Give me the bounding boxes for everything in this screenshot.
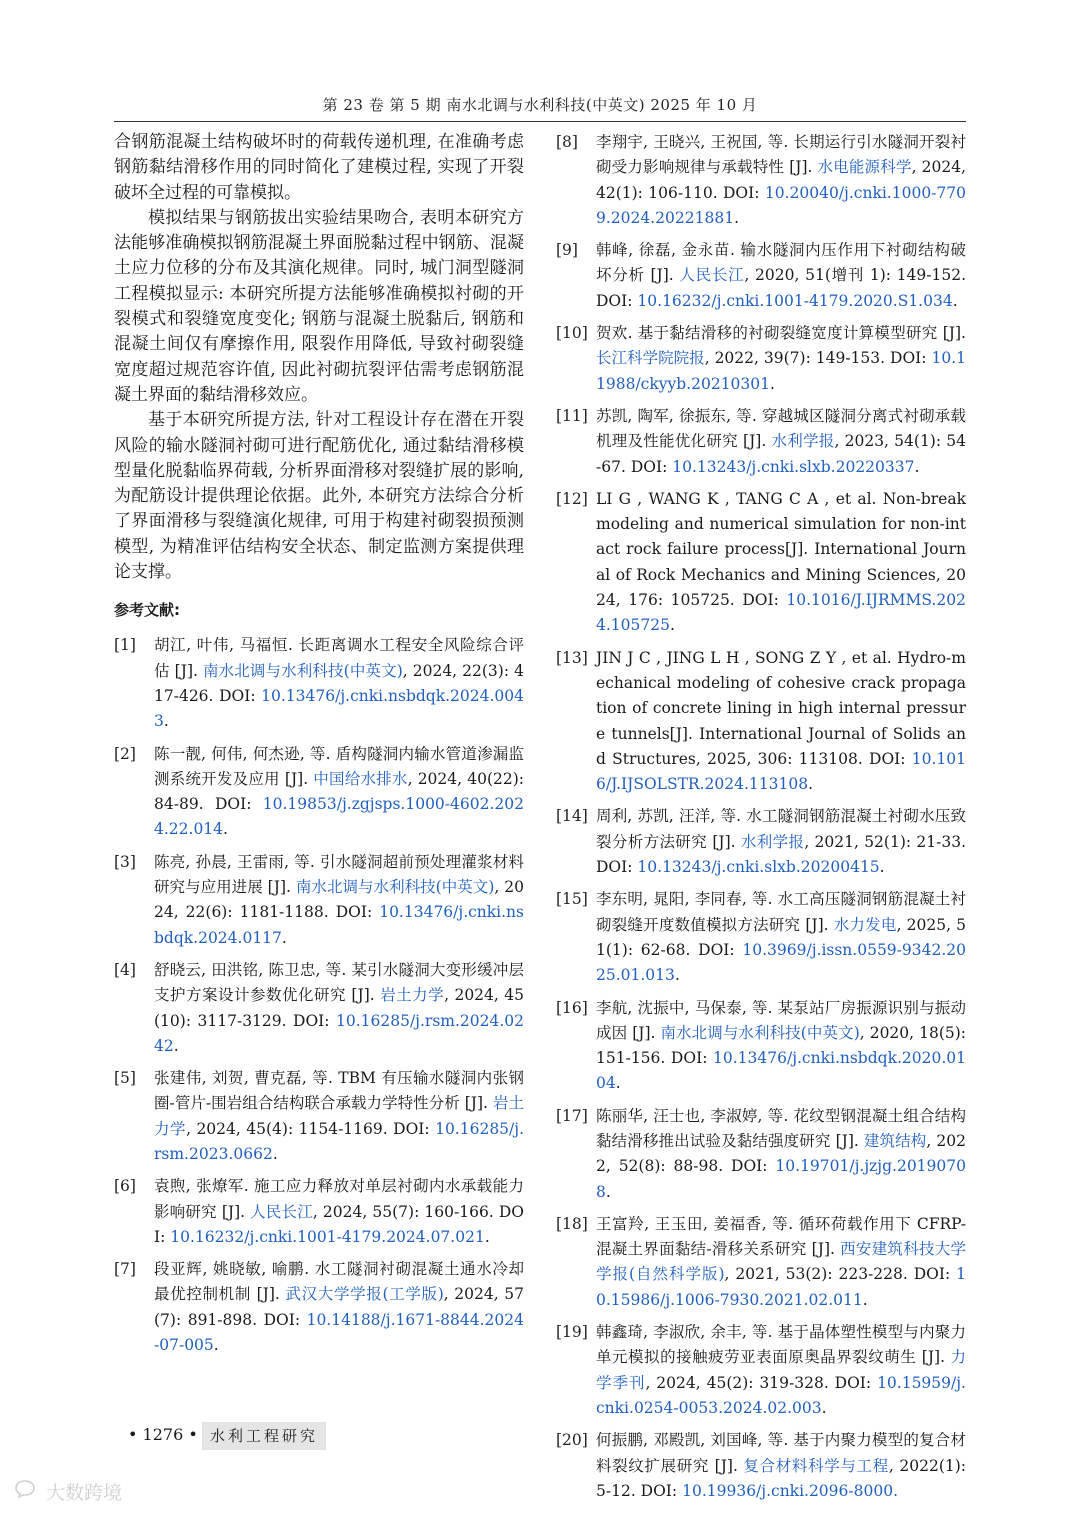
reference-citation: 韩峰, 徐磊, 金永苗. 输水隧洞内压作用下衬砌结构破坏分析 [J].	[596, 241, 966, 285]
reference-number: [4]	[114, 960, 136, 979]
reference-end-punct: .	[808, 775, 814, 794]
reference-number: [1]	[114, 636, 136, 655]
header-rule	[114, 121, 966, 122]
reference-citation: JIN J C , JING L H , SONG Z Y , et al. Hydro-mechanical modeling of cohesive crack propagation of concrete lining in high internal pressure tunnels[J]. International Journal of Solids and Structures, 2025, 306: 113108. DOI:	[596, 648, 966, 768]
reference-number: [7]	[114, 1260, 136, 1279]
reference-doi-link[interactable]: 10.13476/j.cnki.nsbdqk.2024.0043	[154, 686, 524, 731]
reference-doi-link[interactable]: 10.3969/j.issn.0559-9342.2025.01.013	[596, 940, 966, 985]
reference-number: [20]	[556, 1431, 588, 1450]
reference-doi-link[interactable]: 10.20040/j.cnki.1000-7709.2024.20221881	[596, 183, 966, 227]
reference-end-punct: .	[615, 1074, 621, 1093]
body-paragraph: 基于本研究所提方法, 针对工程设计存在潜在开裂风险的输水隧洞衬砌可进行配筋优化, 通过黏结滑移模型量化脱黏临界荷载, 分析界面滑移对裂缝扩展的影响, 为配筋设计提供理论依据。此外, 本研究方法综合分析了界面滑移与裂缝演化规律, 可用于构建衬砌裂损预测模型, 为精准评估结构安全状态、制定监测方案提供理论支撑。	[114, 410, 524, 583]
reference-citation: 李翔宇, 王晓兴, 王祝国, 等. 长期运行引水隧洞开裂衬砌受力影响规律与承载特性 [J].	[596, 133, 966, 177]
reference-item	[556, 130, 966, 231]
reference-doi-link[interactable]: 10.16232/j.cnki.1001-4179.2020.S1.034	[637, 291, 953, 310]
reference-citation: 王富羚, 王玉田, 姜福香, 等. 循环荷载作用下 CFRP-混凝土界面黏结-滑移关系研究 [J].	[596, 1214, 966, 1259]
reference-number: [15]	[556, 890, 588, 909]
reference-details: , 2022, 52(8): 88-98. DOI:	[596, 1131, 966, 1176]
reference-details: , 2020, 51(增刊 1): 149-152. DOI:	[596, 266, 966, 310]
reference-item	[556, 404, 966, 480]
reference-journal-link[interactable]: 南水北调与水利科技(中英文)	[202, 661, 403, 680]
reference-end-punct: .	[862, 1290, 868, 1309]
reference-item	[556, 321, 966, 397]
reference-doi-link[interactable]: 10.19936/j.cnki.2096-8000.	[682, 1481, 899, 1500]
reference-citation: 李航, 沈振中, 马保泰, 等. 某泵站厂房振源识别与振动成因 [J].	[596, 998, 966, 1042]
reference-item	[556, 996, 966, 1097]
reference-journal-link[interactable]: 武汉大学学报(工学版)	[285, 1285, 444, 1304]
reference-doi-link[interactable]: 10.16232/j.cnki.1001-4179.2024.07.021	[170, 1227, 485, 1246]
reference-number: [18]	[556, 1214, 588, 1233]
reference-doi-link[interactable]: 10.19701/j.jzjg.20190708	[596, 1157, 966, 1201]
reference-journal-link[interactable]: 复合材料科学与工程	[743, 1456, 889, 1475]
reference-number: [9]	[556, 241, 578, 260]
reference-end-punct: .	[173, 1036, 179, 1055]
reference-end-punct: .	[484, 1227, 490, 1246]
reference-end-punct: .	[821, 1398, 827, 1417]
reference-citation: 舒晓云, 田洪铭, 陈卫忠, 等. 某引水隧洞大变形缓冲层支护方案设计参数优化研究 [J].	[154, 960, 524, 1005]
reference-journal-link[interactable]: 水利学报	[771, 432, 835, 451]
reference-list-right	[556, 130, 966, 1504]
reference-details: , 2022, 39(7): 149-153. DOI:	[704, 349, 932, 368]
reference-journal-link[interactable]: 水利学报	[740, 832, 805, 851]
reference-citation: 何振鹏, 邓殿凯, 刘国峰, 等. 基于内聚力模型的复合材料裂纹扩展研究 [J].	[596, 1431, 966, 1475]
references-heading: 参考文献:	[114, 601, 180, 620]
reference-citation: 袁煦, 张燎军. 施工应力释放对单层衬砌内水承载能力影响研究 [J].	[154, 1177, 524, 1221]
reference-number: [2]	[114, 744, 136, 763]
reference-number: [12]	[556, 489, 588, 508]
reference-citation: 苏凯, 陶军, 徐振东, 等. 穿越城区隧洞分离式衬砌承载机理及性能优化研究 [J].	[596, 406, 966, 451]
reference-journal-link[interactable]: 南水北调与水利科技(中英文)	[660, 1023, 860, 1042]
footer-journal-name: 水利工程研究	[202, 1422, 326, 1450]
reference-number: [16]	[556, 998, 588, 1017]
reference-journal-link[interactable]: 人民长江	[250, 1202, 313, 1221]
reference-journal-link[interactable]: 建筑结构	[863, 1131, 927, 1150]
body-paragraph: 合钢筋混凝土结构破坏时的荷载传递机理, 在准确考虑钢筋黏结滑移作用的同时简化了建模过程, 实现了开裂破坏全过程的可靠模拟。	[114, 132, 524, 203]
reference-number: [3]	[114, 852, 136, 871]
reference-number: [11]	[556, 406, 588, 425]
reference-item	[114, 958, 524, 1059]
reference-journal-link[interactable]: 中国给水排水	[313, 769, 408, 788]
reference-doi-link[interactable]: 10.16285/j.rsm.2023.0662	[154, 1119, 524, 1163]
reference-journal-link[interactable]: 水力发电	[833, 915, 897, 934]
reference-list-left	[114, 633, 524, 1358]
reference-journal-link[interactable]: 西安建筑科技大学学报(自然科学版)	[596, 1240, 966, 1284]
reference-number: [14]	[556, 807, 588, 826]
reference-item	[114, 633, 524, 734]
watermark-text: 大数跨境	[46, 1482, 123, 1504]
reference-end-punct: .	[914, 457, 920, 476]
reference-item	[556, 887, 966, 988]
reference-details: , 2020, 18(5): 151-156. DOI:	[596, 1023, 967, 1068]
reference-details: , 2024, 45(2): 319-328. DOI:	[645, 1373, 878, 1392]
reference-end-punct: .	[879, 858, 885, 877]
chat-bubble-icon	[14, 1479, 36, 1504]
reference-doi-link[interactable]: 10.1016/J.IJRMMS.2024.105725	[596, 591, 966, 635]
left-column	[114, 130, 524, 1365]
reference-citation: 贺欢. 基于黏结滑移的衬砌裂缝宽度计算模型研究 [J].	[596, 324, 966, 343]
reference-item	[556, 1320, 966, 1421]
reference-details: , 2025, 51(1): 62-68. DOI:	[596, 915, 966, 959]
reference-doi-link[interactable]: 10.14188/j.1671-8844.2024-07-005	[154, 1310, 524, 1355]
reference-end-punct: .	[770, 374, 775, 393]
reference-journal-link[interactable]: 力学季刊	[596, 1348, 966, 1392]
running-header: 第 23 卷 第 5 期 南水北调与水利科技(中英文) 2025 年 10 月	[322, 96, 758, 114]
reference-details: , 2024, 45(10): 3117-3129. DOI:	[154, 986, 524, 1030]
reference-citation: 韩鑫琦, 李淑欣, 余丰, 等. 基于晶体塑性模型与内聚力单元模拟的接触疲劳亚表面原奥晶界裂纹萌生 [J].	[596, 1323, 966, 1367]
reference-item	[556, 487, 966, 639]
reference-item	[556, 804, 966, 880]
reference-doi-link[interactable]: 10.13476/j.cnki.nsbdqk.2024.0117	[154, 903, 524, 947]
watermark	[14, 1478, 122, 1505]
reference-number: [8]	[556, 133, 578, 151]
reference-item	[114, 1174, 524, 1250]
reference-end-punct: .	[734, 208, 739, 227]
reference-end-punct: .	[272, 1144, 278, 1163]
reference-citation: 段亚辉, 姚晓敏, 喻鹏. 水工隧洞衬砌混凝土通水冷却最优控制机制 [J].	[154, 1260, 524, 1304]
reference-end-punct: .	[605, 1182, 611, 1201]
reference-citation: 胡江, 叶伟, 马福恒. 长距离调水工程安全风险综合评估 [J].	[154, 636, 524, 680]
reference-item	[114, 1257, 524, 1358]
reference-details: , 2024, 22(3): 417-426. DOI:	[154, 661, 524, 705]
reference-journal-link[interactable]: 岩土力学	[380, 986, 445, 1005]
reference-doi-link[interactable]: 10.16285/j.rsm.2024.0242	[154, 1011, 524, 1055]
reference-end-punct: .	[163, 712, 169, 731]
reference-number: [17]	[556, 1106, 588, 1125]
reference-citation: 陈丽华, 汪士也, 李淑婷, 等. 花纹型钢混凝土组合结构黏结滑移推出试验及黏结强度研究 [J].	[596, 1106, 966, 1150]
reference-citation: 陈一靓, 何伟, 何杰逊, 等. 盾构隧洞内输水管道渗漏监测系统开发及应用 [J].	[154, 744, 524, 788]
reference-journal-link[interactable]: 岩土力学	[154, 1094, 524, 1138]
reference-citation: 陈亮, 孙晨, 王雷雨, 等. 引水隧洞超前预处理灌浆材料研究与应用进展 [J].	[154, 852, 524, 897]
reference-end-punct: .	[669, 616, 675, 635]
reference-item	[556, 646, 966, 798]
reference-number: [5]	[114, 1069, 136, 1088]
reference-item	[114, 742, 524, 843]
reference-doi-link[interactable]: 10.13243/j.cnki.slxb.20200415	[637, 858, 880, 877]
reference-journal-link[interactable]: 南水北调与水利科技(中英文)	[295, 878, 495, 897]
reference-item	[556, 1428, 966, 1504]
right-column	[556, 130, 966, 1511]
reference-details: , 2022(1): 5-12. DOI:	[596, 1456, 966, 1500]
reference-details: , 2024, 57(7): 891-898. DOI:	[154, 1285, 524, 1329]
reference-details: , 2023, 54(1): 54-67. DOI:	[596, 432, 966, 476]
reference-number: [6]	[114, 1177, 136, 1196]
body-paragraph: 模拟结果与钢筋拔出实验结果吻合, 表明本研究方法能够准确模拟钢筋混凝土界面脱黏过程中钢筋、混凝土应力位移的分布及其演化规律。同时, 城门洞型隧洞工程模拟显示: 本研究所提方法能够准确模拟衬砌的开裂模式和裂缝宽度变化; 钢筋与混凝土脱黏后, 钢筋和混凝土间仅有摩擦作用, 限裂作用降低, 导致衬砌裂缝宽度超过规范容许值, 因此衬砌抗裂评估需考虑钢筋混凝土界面的黏结滑移效应。	[114, 207, 524, 405]
reference-details: , 2021, 53(2): 223-228. DOI:	[724, 1265, 957, 1284]
reference-item	[556, 1104, 966, 1205]
reference-doi-link[interactable]: 10.15959/j.cnki.0254-0053.2024.02.003	[596, 1373, 966, 1417]
reference-end-punct: .	[674, 966, 680, 985]
reference-number: [19]	[556, 1323, 588, 1342]
page-number: • 1276 •	[128, 1425, 198, 1444]
reference-details: , 2024, 42(1): 106-110. DOI:	[596, 158, 966, 202]
reference-end-punct: .	[952, 291, 958, 310]
reference-item	[114, 1066, 524, 1167]
reference-item	[114, 850, 524, 951]
reference-citation: 周利, 苏凯, 汪洋, 等. 水工隧洞钢筋混凝土衬砌水压致裂分析方法研究 [J].	[596, 807, 966, 851]
reference-journal-link[interactable]: 人民长江	[679, 266, 745, 285]
reference-doi-link[interactable]: 10.15986/j.1006-7930.2021.02.011	[596, 1265, 966, 1309]
reference-doi-link[interactable]: 10.13476/j.cnki.nsbdqk.2020.0104	[596, 1049, 966, 1093]
reference-citation: 李东明, 晁阳, 李同春, 等. 水工高压隧洞钢筋混凝土衬砌裂缝开度数值模拟方法研究 [J].	[596, 890, 966, 934]
reference-journal-link[interactable]: 水电能源科学	[817, 158, 912, 177]
reference-citation: LI G , WANG K , TANG C A , et al. Non-break modeling and numerical simulation for non-intact rock failure process[J]. International Journal of Rock Mechanics and Mining Sciences, 2024, 176: 105725. DOI:	[596, 489, 966, 610]
reference-number: [10]	[556, 324, 588, 343]
reference-item	[556, 238, 966, 314]
reference-end-punct: .	[213, 1336, 219, 1355]
reference-details: , 2024, 22(6): 1181-1188. DOI:	[154, 878, 524, 922]
reference-number: [13]	[556, 648, 588, 667]
reference-doi-link[interactable]: 10.13243/j.cnki.slxb.20220337	[672, 457, 915, 476]
reference-citation: 张建伟, 刘贺, 曹克磊, 等. TBM 有压输水隧洞内张钢圈-管片-围岩组合结构联合承载力学特性分析 [J].	[154, 1069, 524, 1113]
reference-details: , 2024, 40(22): 84-89. DOI:	[154, 769, 524, 814]
reference-doi-link[interactable]: 10.11988/ckyyb.20210301	[596, 349, 966, 393]
reference-end-punct: .	[281, 928, 287, 947]
reference-details: , 2024, 45(4): 1154-1169. DOI:	[186, 1119, 436, 1138]
reference-details: , 2024, 55(7): 160-166. DOI:	[154, 1202, 524, 1246]
reference-end-punct: .	[223, 820, 228, 839]
reference-item	[556, 1212, 966, 1313]
reference-doi-link[interactable]: 10.19853/j.zgjsps.1000-4602.2024.22.014	[154, 795, 524, 839]
reference-journal-link[interactable]: 长江科学院院报	[596, 349, 705, 368]
reference-details: , 2021, 52(1): 21-33. DOI:	[596, 832, 966, 877]
reference-doi-link[interactable]: 10.1016/J.IJSOLSTR.2024.113108	[596, 749, 966, 794]
